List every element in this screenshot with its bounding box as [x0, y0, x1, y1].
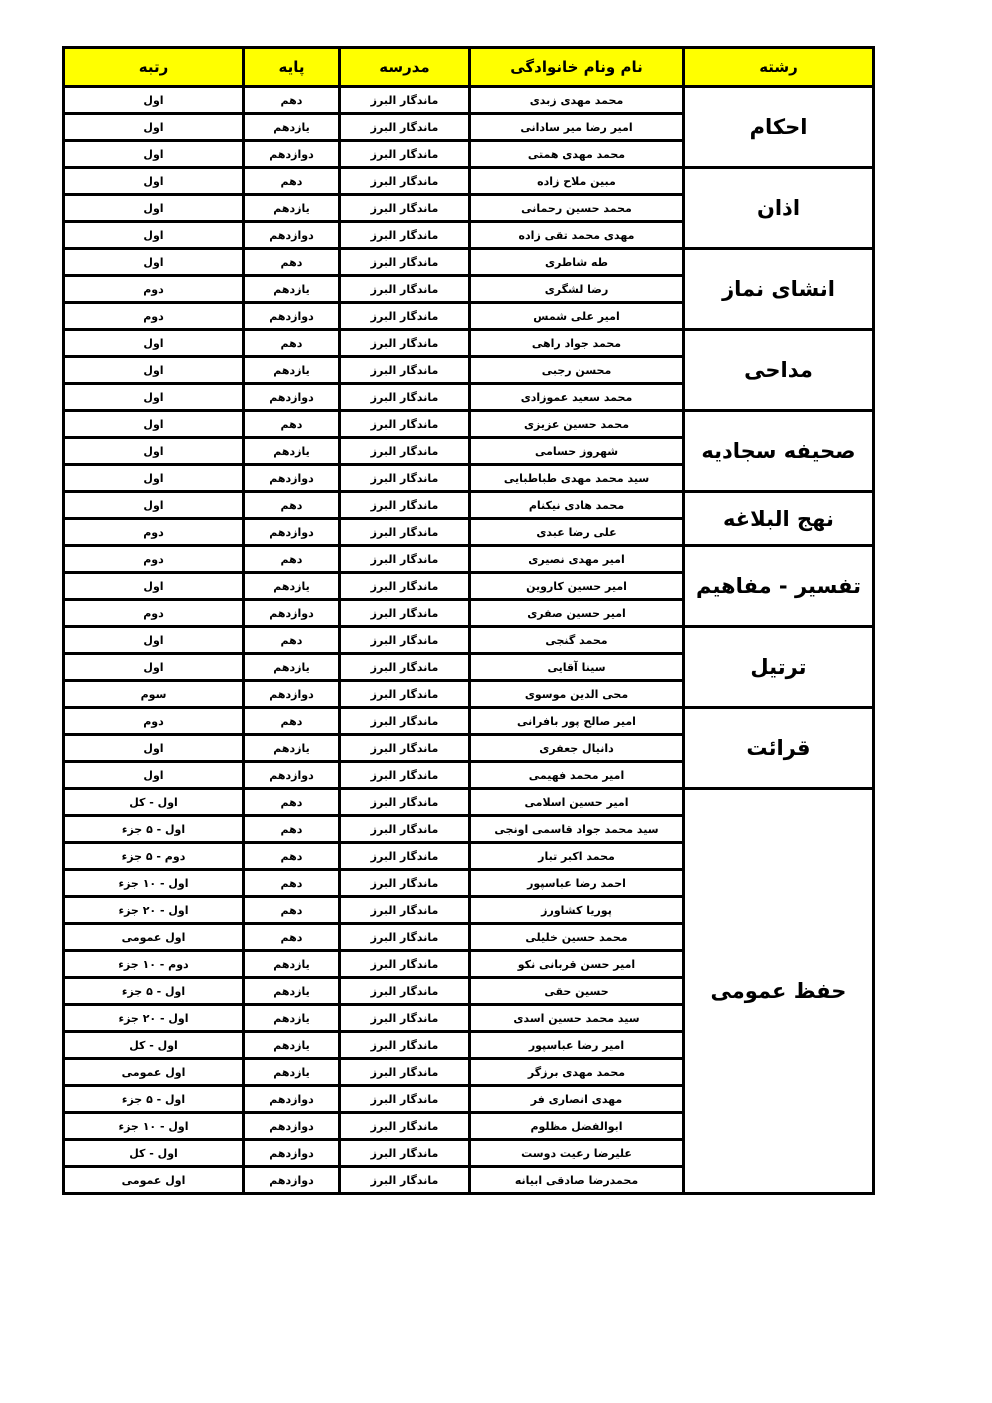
school-cell: ماندگار البرز [340, 573, 470, 600]
rank-cell: اول [64, 87, 244, 114]
rank-cell: اول - کل [64, 1032, 244, 1059]
school-cell: ماندگار البرز [340, 816, 470, 843]
rank-cell: اول [64, 141, 244, 168]
name-cell: امیر حسین صفری [470, 600, 684, 627]
rank-cell: اول - ۵ جزء [64, 978, 244, 1005]
school-cell: ماندگار البرز [340, 1005, 470, 1032]
school-cell: ماندگار البرز [340, 276, 470, 303]
school-cell: ماندگار البرز [340, 924, 470, 951]
school-cell: ماندگار البرز [340, 438, 470, 465]
grade-cell: دهم [244, 627, 340, 654]
name-cell: محسن رجبی [470, 357, 684, 384]
rank-cell: اول - ۵ جزء [64, 816, 244, 843]
name-cell: امیر مهدی نصیری [470, 546, 684, 573]
name-cell: محمد مهدی زبدی [470, 87, 684, 114]
rank-cell: اول [64, 735, 244, 762]
name-cell: ابوالفضل مظلوم [470, 1113, 684, 1140]
school-cell: ماندگار البرز [340, 141, 470, 168]
school-cell: ماندگار البرز [340, 1167, 470, 1194]
school-cell: ماندگار البرز [340, 843, 470, 870]
header-row [64, 48, 874, 87]
rank-cell: دوم [64, 600, 244, 627]
grade-cell: یازدهم [244, 195, 340, 222]
grade-cell: یازدهم [244, 735, 340, 762]
rank-cell: دوم [64, 546, 244, 573]
table-row [64, 708, 874, 735]
grade-cell: دهم [244, 816, 340, 843]
name-cell: محمد حسین عزیزی [470, 411, 684, 438]
school-cell: ماندگار البرز [340, 1113, 470, 1140]
rank-cell: اول عمومی [64, 1059, 244, 1086]
grade-cell: یازدهم [244, 357, 340, 384]
grade-cell: دهم [244, 843, 340, 870]
name-cell: امیر علی شمس [470, 303, 684, 330]
grade-cell: دوازدهم [244, 384, 340, 411]
table-header [64, 48, 874, 87]
name-cell: محمد جواد راهی [470, 330, 684, 357]
grade-cell: دوازدهم [244, 1113, 340, 1140]
school-cell: ماندگار البرز [340, 87, 470, 114]
school-cell: ماندگار البرز [340, 195, 470, 222]
rank-cell: اول [64, 114, 244, 141]
school-cell: ماندگار البرز [340, 681, 470, 708]
school-cell: ماندگار البرز [340, 870, 470, 897]
grade-cell: دهم [244, 789, 340, 816]
grade-cell: دوازدهم [244, 1167, 340, 1194]
grade-cell: دهم [244, 249, 340, 276]
field-cell: ترتیل [684, 627, 874, 708]
grade-cell: دهم [244, 546, 340, 573]
name-cell: سید محمد حسین اسدی [470, 1005, 684, 1032]
table-row [64, 492, 874, 519]
rank-cell: اول [64, 465, 244, 492]
school-cell: ماندگار البرز [340, 1140, 470, 1167]
rank-cell: اول - کل [64, 1140, 244, 1167]
name-cell: امیر حسین کاروین [470, 573, 684, 600]
name-cell: حسین حقی [470, 978, 684, 1005]
grade-cell: دهم [244, 411, 340, 438]
name-cell: علی رضا عبدی [470, 519, 684, 546]
rank-cell: اول [64, 195, 244, 222]
field-cell: مداحی [684, 330, 874, 411]
rank-cell: سوم [64, 681, 244, 708]
rank-cell: اول - ۲۰ جزء [64, 1005, 244, 1032]
school-cell: ماندگار البرز [340, 249, 470, 276]
name-cell: امیر حسن قربانی نکو [470, 951, 684, 978]
name-cell: احمد رضا عباسپور [470, 870, 684, 897]
name-cell: محمدرضا صادقی ابیانه [470, 1167, 684, 1194]
grade-cell: دهم [244, 168, 340, 195]
school-cell: ماندگار البرز [340, 789, 470, 816]
school-cell: ماندگار البرز [340, 330, 470, 357]
field-cell: قرائت [684, 708, 874, 789]
table-row [64, 330, 874, 357]
school-cell: ماندگار البرز [340, 654, 470, 681]
rank-cell: اول - ۱۰ جزء [64, 1113, 244, 1140]
table-row [64, 168, 874, 195]
grade-cell: دوازدهم [244, 141, 340, 168]
field-cell: تفسیر - مفاهیم [684, 546, 874, 627]
results-table [62, 46, 875, 1195]
grade-cell: دهم [244, 87, 340, 114]
grade-cell: یازدهم [244, 573, 340, 600]
name-cell: سید محمد مهدی طباطبایی [470, 465, 684, 492]
school-cell: ماندگار البرز [340, 708, 470, 735]
grade-cell: یازدهم [244, 1059, 340, 1086]
rank-cell: اول - کل [64, 789, 244, 816]
name-cell: مهدی محمد تقی زاده [470, 222, 684, 249]
school-cell: ماندگار البرز [340, 411, 470, 438]
table-row [64, 627, 874, 654]
rank-cell: اول [64, 330, 244, 357]
header-name: نام ونام خانوادگی [470, 48, 684, 87]
name-cell: محمد حسین خلیلی [470, 924, 684, 951]
school-cell: ماندگار البرز [340, 492, 470, 519]
name-cell: پوریا کشاورز [470, 897, 684, 924]
grade-cell: یازدهم [244, 978, 340, 1005]
grade-cell: دهم [244, 330, 340, 357]
name-cell: محمد گنجی [470, 627, 684, 654]
name-cell: امیر رضا عباسپور [470, 1032, 684, 1059]
rank-cell: اول [64, 627, 244, 654]
school-cell: ماندگار البرز [340, 303, 470, 330]
grade-cell: دوازدهم [244, 1140, 340, 1167]
table-row [64, 789, 874, 816]
name-cell: محمد اکبر تبار [470, 843, 684, 870]
name-cell: محمد مهدی همتی [470, 141, 684, 168]
name-cell: محمد مهدی برزگر [470, 1059, 684, 1086]
field-cell: اذان [684, 168, 874, 249]
rank-cell: دوم [64, 303, 244, 330]
rank-cell: دوم [64, 519, 244, 546]
rank-cell: دوم - ۵ جزء [64, 843, 244, 870]
grade-cell: یازدهم [244, 951, 340, 978]
rank-cell: دوم - ۱۰ جزء [64, 951, 244, 978]
rank-cell: اول - ۲۰ جزء [64, 897, 244, 924]
name-cell: محمد هادی نیکنام [470, 492, 684, 519]
school-cell: ماندگار البرز [340, 546, 470, 573]
table-row [64, 87, 874, 114]
rank-cell: اول [64, 411, 244, 438]
school-cell: ماندگار البرز [340, 222, 470, 249]
grade-cell: دوازدهم [244, 600, 340, 627]
school-cell: ماندگار البرز [340, 762, 470, 789]
header-rank: رتبه [64, 48, 244, 87]
school-cell: ماندگار البرز [340, 465, 470, 492]
rank-cell: اول [64, 249, 244, 276]
grade-cell: دهم [244, 708, 340, 735]
rank-cell: اول [64, 357, 244, 384]
rank-cell: اول [64, 168, 244, 195]
header-grade: پایه [244, 48, 340, 87]
school-cell: ماندگار البرز [340, 384, 470, 411]
field-cell: حفظ عمومی [684, 789, 874, 1194]
rank-cell: اول [64, 762, 244, 789]
name-cell: مهدی انصاری فر [470, 1086, 684, 1113]
rank-cell: اول - ۱۰ جزء [64, 870, 244, 897]
rank-cell: دوم [64, 276, 244, 303]
rank-cell: اول [64, 654, 244, 681]
name-cell: امیر رضا میر سادانی [470, 114, 684, 141]
grade-cell: دوازدهم [244, 465, 340, 492]
name-cell: محی الدین موسوی [470, 681, 684, 708]
grade-cell: دهم [244, 897, 340, 924]
grade-cell: دوازدهم [244, 762, 340, 789]
grade-cell: دوازدهم [244, 222, 340, 249]
header-field: رشته [684, 48, 874, 87]
school-cell: ماندگار البرز [340, 897, 470, 924]
name-cell: مبین ملاح زاده [470, 168, 684, 195]
rank-cell: اول [64, 222, 244, 249]
table-row [64, 546, 874, 573]
field-cell: صحیفه سجادیه [684, 411, 874, 492]
field-cell: انشای نماز [684, 249, 874, 330]
school-cell: ماندگار البرز [340, 951, 470, 978]
table-body [64, 87, 874, 1194]
name-cell: محمد سعید عموزادی [470, 384, 684, 411]
school-cell: ماندگار البرز [340, 168, 470, 195]
name-cell: امیر محمد فهیمی [470, 762, 684, 789]
school-cell: ماندگار البرز [340, 978, 470, 1005]
name-cell: سید محمد جواد قاسمی اونجی [470, 816, 684, 843]
grade-cell: دوازدهم [244, 519, 340, 546]
grade-cell: یازدهم [244, 276, 340, 303]
name-cell: امیر صالح پور بافرانی [470, 708, 684, 735]
header-school: مدرسه [340, 48, 470, 87]
name-cell: سینا آقایی [470, 654, 684, 681]
name-cell: محمد حسین رحمانی [470, 195, 684, 222]
rank-cell: اول [64, 384, 244, 411]
rank-cell: دوم [64, 708, 244, 735]
school-cell: ماندگار البرز [340, 519, 470, 546]
grade-cell: دوازدهم [244, 681, 340, 708]
rank-cell: اول [64, 573, 244, 600]
school-cell: ماندگار البرز [340, 1032, 470, 1059]
grade-cell: دوازدهم [244, 1086, 340, 1113]
grade-cell: یازدهم [244, 1032, 340, 1059]
grade-cell: دوازدهم [244, 303, 340, 330]
field-cell: نهج البلاغه [684, 492, 874, 546]
grade-cell: یازدهم [244, 1005, 340, 1032]
rank-cell: اول [64, 438, 244, 465]
grade-cell: یازدهم [244, 654, 340, 681]
name-cell: شهروز حسامی [470, 438, 684, 465]
name-cell: امیر حسین اسلامی [470, 789, 684, 816]
rank-cell: اول عمومی [64, 924, 244, 951]
school-cell: ماندگار البرز [340, 735, 470, 762]
name-cell: طه شاطری [470, 249, 684, 276]
grade-cell: دهم [244, 492, 340, 519]
grade-cell: دهم [244, 870, 340, 897]
rank-cell: اول - ۵ جزء [64, 1086, 244, 1113]
rank-cell: اول [64, 492, 244, 519]
school-cell: ماندگار البرز [340, 1059, 470, 1086]
table-row [64, 249, 874, 276]
field-cell: احکام [684, 87, 874, 168]
table-row [64, 411, 874, 438]
name-cell: علیرضا رعیت دوست [470, 1140, 684, 1167]
name-cell: دانیال جعفری [470, 735, 684, 762]
school-cell: ماندگار البرز [340, 114, 470, 141]
grade-cell: دهم [244, 924, 340, 951]
grade-cell: یازدهم [244, 114, 340, 141]
school-cell: ماندگار البرز [340, 357, 470, 384]
rank-cell: اول عمومی [64, 1167, 244, 1194]
grade-cell: یازدهم [244, 438, 340, 465]
name-cell: رضا لشگری [470, 276, 684, 303]
school-cell: ماندگار البرز [340, 627, 470, 654]
school-cell: ماندگار البرز [340, 1086, 470, 1113]
school-cell: ماندگار البرز [340, 600, 470, 627]
